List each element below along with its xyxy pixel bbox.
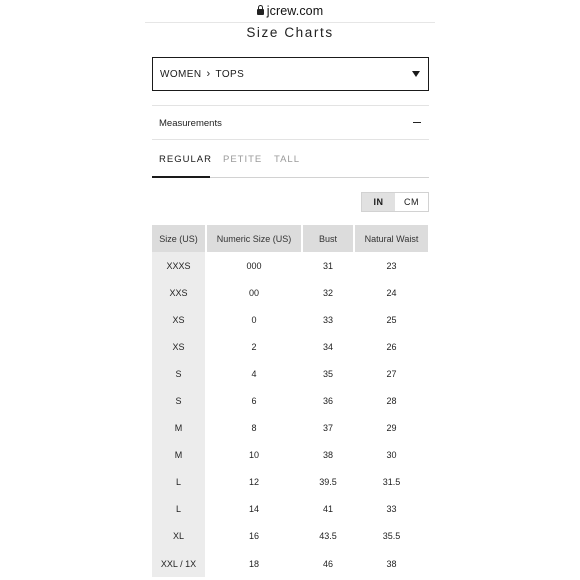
bust-cell: 31	[302, 252, 354, 279]
numeric-size-cell: 2	[206, 333, 302, 360]
table-row	[152, 415, 428, 442]
numeric-size-cell: 14	[206, 496, 302, 523]
numeric-size-cell: 8	[206, 415, 302, 442]
column-header-size: Size (US)	[152, 225, 206, 252]
table-row	[152, 252, 428, 279]
category-department: WOMEN	[160, 68, 202, 80]
measurements-toggle-label[interactable]: Measurements	[159, 118, 222, 129]
waist-cell: 38	[386, 558, 397, 569]
table-row	[152, 496, 428, 523]
waist-cell: 30	[386, 450, 397, 461]
size-cell: M	[152, 415, 206, 442]
numeric-size-cell: 18	[206, 550, 302, 577]
bust-cell: 33	[302, 306, 354, 333]
bust-cell: 35	[302, 360, 354, 387]
active-tab-indicator	[152, 176, 210, 178]
caret-down-icon	[412, 71, 420, 77]
table-row	[152, 442, 428, 469]
numeric-size-cell: 10	[206, 442, 302, 469]
size-cell: S	[152, 360, 206, 387]
size-cell: XXXS	[152, 252, 206, 279]
size-cell: XXS	[152, 279, 206, 306]
waist-cell: 29	[386, 423, 397, 434]
waist-cell: 23	[386, 260, 397, 271]
table-row	[152, 523, 428, 550]
waist-cell: 28	[386, 396, 397, 407]
column-header-bust: Bust	[302, 225, 354, 252]
size-cell: M	[152, 442, 206, 469]
bust-cell: 43.5	[302, 523, 354, 550]
table-row	[152, 333, 428, 360]
waist-cell: 25	[386, 314, 397, 325]
numeric-size-cell: 6	[206, 387, 302, 414]
waist-cell: 24	[386, 287, 397, 298]
table-row	[152, 306, 428, 333]
numeric-size-cell: 4	[206, 360, 302, 387]
address-bar-divider	[145, 22, 435, 23]
unit-centimeters-button[interactable]: CM	[404, 197, 419, 207]
bust-cell: 34	[302, 333, 354, 360]
waist-cell: 26	[386, 341, 397, 352]
waist-cell: 33	[386, 504, 397, 515]
size-cell: XL	[152, 523, 206, 550]
lock-icon	[257, 8, 264, 16]
bust-cell: 39.5	[302, 469, 354, 496]
bust-cell: 37	[302, 415, 354, 442]
table-row	[152, 469, 428, 496]
size-cell: XXL / 1X	[152, 550, 206, 577]
column-header-natural-waist: Natural Waist	[354, 225, 428, 252]
numeric-size-cell: 000	[206, 252, 302, 279]
collapse-minus-icon[interactable]	[413, 122, 421, 123]
tab-regular[interactable]: REGULAR	[159, 154, 212, 165]
size-cell: XS	[152, 333, 206, 360]
category-select[interactable]	[152, 57, 429, 91]
tab-tall[interactable]: TALL	[274, 154, 301, 165]
fit-tabs	[152, 154, 429, 178]
breadcrumb-separator: ›	[206, 68, 211, 80]
size-cell: XS	[152, 306, 206, 333]
bust-cell: 36	[302, 387, 354, 414]
waist-cell: 35.5	[382, 531, 401, 542]
table-row	[152, 360, 428, 387]
bust-cell: 41	[302, 496, 354, 523]
numeric-size-cell: 0	[206, 306, 302, 333]
bust-cell: 38	[302, 442, 354, 469]
table-row	[152, 387, 428, 414]
unit-inches-button[interactable]: IN	[362, 193, 395, 211]
size-cell: L	[152, 496, 206, 523]
size-cell: S	[152, 387, 206, 414]
numeric-size-cell: 16	[206, 523, 302, 550]
size-chart-table	[152, 225, 428, 577]
category-name: TOPS	[215, 68, 245, 80]
waist-cell: 31.5	[382, 477, 401, 488]
bust-cell: 32	[302, 279, 354, 306]
divider	[152, 139, 429, 140]
column-header-numeric-size: Numeric Size (US)	[206, 225, 302, 252]
url-text: jcrew.com	[266, 4, 324, 18]
divider	[152, 105, 429, 106]
table-row	[152, 550, 428, 577]
numeric-size-cell: 00	[206, 279, 302, 306]
address-bar[interactable]	[0, 0, 580, 22]
bust-cell: 46	[302, 550, 354, 577]
page-title: Size Charts	[246, 25, 334, 40]
size-cell: L	[152, 469, 206, 496]
numeric-size-cell: 12	[206, 469, 302, 496]
table-header-row	[152, 225, 428, 252]
unit-toggle	[361, 192, 429, 212]
tab-petite[interactable]: PETITE	[223, 154, 263, 165]
table-row	[152, 279, 428, 306]
waist-cell: 27	[386, 368, 397, 379]
